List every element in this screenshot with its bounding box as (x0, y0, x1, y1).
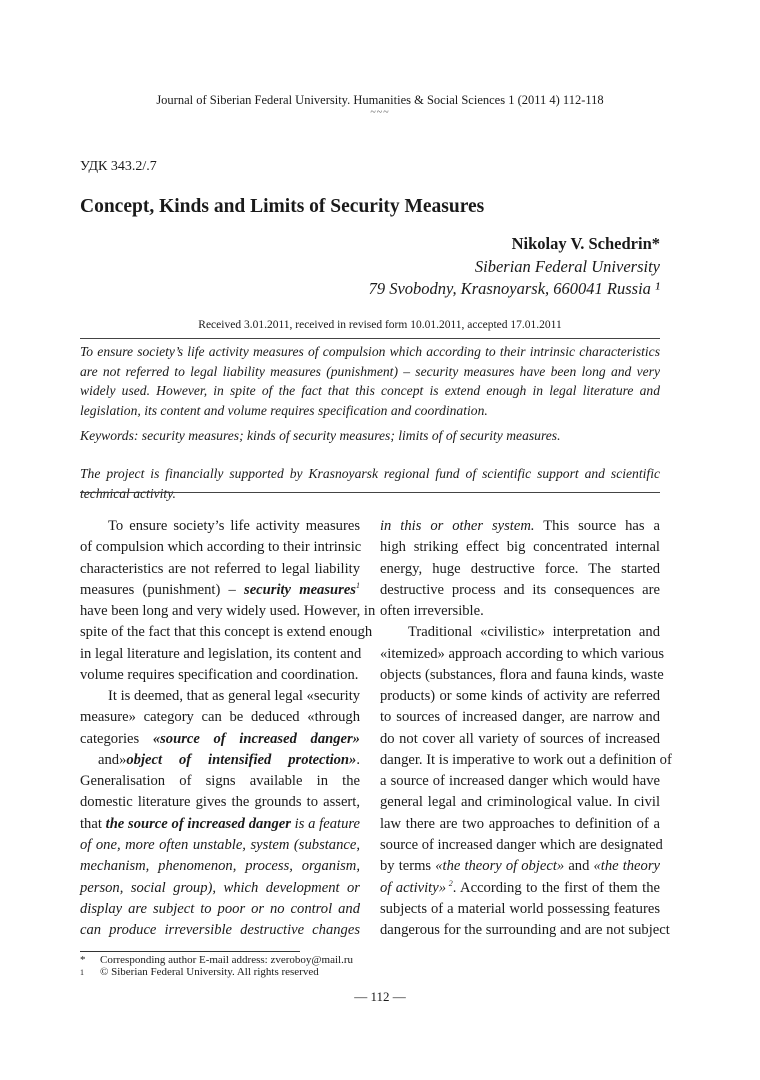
text-line (380, 665, 664, 686)
text-line (80, 644, 360, 665)
text-run: «itemized» approach according to which various (380, 645, 665, 662)
footnote-text: © Siberian Federal University. All rights reserved (100, 965, 319, 978)
text-run: This source has a (534, 518, 661, 534)
text-line (80, 920, 360, 941)
author-address: 79 Svobodny, Krasnoyarsk, 660041 Russia ¹ (368, 279, 660, 298)
text-run: by terms (380, 858, 436, 875)
text-run: to sources of increased danger, are narrow and (380, 709, 660, 726)
text-run: products) or some kinds of activity are referred (380, 688, 660, 705)
header-ornament: ~~~ (370, 107, 390, 118)
text-line (380, 622, 660, 643)
text-run: and» (98, 751, 127, 768)
text-line (80, 750, 360, 771)
text-run: of activity» (380, 879, 447, 896)
text-line (380, 792, 660, 813)
text-run: «the theory of object» (435, 858, 565, 875)
text-line (80, 686, 360, 707)
paper-title: Concept, Kinds and Limits of Security Measures (80, 196, 485, 217)
text-run: measure» category can be deduced «through (80, 709, 360, 726)
text-run: the source of increased danger (105, 815, 291, 832)
text-run: It is deemed, that as general legal «security (108, 688, 361, 705)
text-line (80, 856, 360, 877)
text-line (80, 516, 360, 537)
text-run: Generalisation of signs available in the (80, 773, 360, 790)
footnote-mark: 1 (80, 967, 84, 977)
text-run: energy, huge destructive force. The started (380, 560, 660, 577)
text-run: . (356, 751, 360, 768)
author-affiliation: Siberian Federal University (474, 256, 660, 276)
text-line (380, 814, 660, 835)
text-run: a source of increased danger which would have (380, 773, 660, 790)
text-run: do not cover all variety of sources of increased (380, 730, 660, 747)
footnote-mark: * (80, 954, 86, 966)
text-run: person, social group), which development or (80, 879, 360, 896)
text-run: categories (80, 730, 153, 747)
text-run: mechanism, phenomenon, process, organism, (80, 858, 360, 875)
udk-code: УДК 343.2/.7 (80, 159, 157, 174)
journal-header: Journal of Siberian Federal University. Humanities & Social Sciences 1 (2011 4) 112-118 (156, 93, 604, 107)
text-run: can produce irreversible destructive changes (80, 922, 360, 939)
text-run: source of increased danger which are designated (380, 836, 663, 853)
text-run: . According to the first of them the (452, 879, 661, 896)
text-run: dangerous for the surrounding and are not subject (380, 922, 670, 939)
text-line (80, 665, 360, 686)
text-line (80, 707, 360, 728)
text-run: volume requires specification and coordination. (80, 666, 359, 683)
text-line (80, 771, 360, 792)
text-run: Traditional «civilistic» interpretation and (408, 624, 660, 641)
text-run: spite of the fact that this concept is extend enough (80, 624, 373, 641)
text-line (380, 601, 660, 622)
text-run: subjects of a material world possessing features (380, 900, 660, 917)
received-dates: Received 3.01.2011, received in revised form 10.01.2011, accepted 17.01.2011 (198, 319, 562, 331)
text-line (380, 835, 663, 856)
body-column-left (80, 516, 376, 941)
text-line (380, 920, 670, 941)
text-run: danger. It is imperative to work out a definition of (380, 751, 672, 768)
footnotes (80, 955, 353, 978)
text-line (380, 771, 660, 792)
text-run: security measures (244, 581, 356, 598)
text-line (380, 644, 665, 665)
footnote-ref: 2 (446, 878, 453, 888)
text-line (380, 899, 660, 920)
footnote (80, 967, 353, 979)
page-number: — 112 — (354, 989, 406, 1004)
text-line (380, 580, 660, 601)
top-rule (80, 338, 660, 339)
text-run: have been long and very widely used. However, in (80, 603, 376, 620)
author-block (369, 233, 660, 301)
text-line (80, 878, 360, 899)
text-run: measures (punishment) – (80, 581, 245, 598)
text-run: To ensure society’s life activity measures (108, 518, 360, 534)
text-run: of one, more often unstable, system (substance, (80, 836, 360, 853)
text-line (380, 750, 672, 771)
text-run: destructive process and its consequences are (380, 581, 660, 598)
text-run: that (80, 815, 106, 832)
text-line (80, 537, 360, 558)
text-line (380, 516, 660, 537)
text-line (80, 792, 360, 813)
text-line (380, 707, 660, 728)
keywords: Keywords: security measures; kinds of security measures; limits of of security measures. (80, 428, 561, 444)
text-line (80, 559, 360, 580)
abstract-text: To ensure society’s life activity measures of compulsion which according to their intrinsic characteristics are not referred to legal liability measures (punishment) – security measures have been long and very widely used. However, in spite of the fact that this concept is extend enough in legal literature and legislation, its content and volume requires specification and coordination. (80, 344, 660, 418)
text-run: often irreversible. (380, 603, 484, 620)
body-column-right (380, 516, 672, 941)
footnote-ref: 1 (356, 580, 360, 590)
text-run: «the theory (593, 858, 660, 875)
text-run: display are subject to poor or no control and (80, 900, 360, 917)
text-run: in this or other system. (380, 518, 535, 534)
footnote-rule (80, 951, 300, 952)
text-line (380, 878, 660, 899)
text-line (380, 537, 660, 558)
abstract-block (80, 342, 660, 503)
text-run: of compulsion which according to their intrinsic (80, 539, 362, 556)
bottom-rule (80, 492, 660, 493)
author-name: Nikolay V. Schedrin* (511, 234, 660, 253)
text-line (80, 580, 360, 601)
text-line (80, 814, 360, 835)
text-run: law there are two approaches to definition of a (380, 815, 660, 832)
text-run: object of intensified protection» (126, 751, 357, 768)
footnote-text: Corresponding author E-mail address: zveroboy@mail.ru (100, 954, 353, 966)
text-run: in legal literature and legislation, its content and (80, 645, 362, 662)
text-line (80, 899, 360, 920)
text-line (380, 729, 660, 750)
text-run: high striking effect big concentrated internal (380, 539, 660, 556)
text-line (80, 729, 360, 750)
text-line (80, 622, 373, 643)
text-run: «source of increased danger» (152, 730, 360, 747)
text-run: general legal and criminological value. In civil (380, 794, 660, 811)
funding-note: The project is financially supported by Krasnoyarsk regional fund of scientific support and scientific technical activity. (80, 465, 660, 501)
text-run: domestic literature gives the grounds to assert, (80, 794, 360, 811)
text-run: objects (substances, flora and fauna kinds, waste (380, 666, 664, 683)
text-run: and (564, 858, 594, 875)
text-line (80, 835, 360, 856)
text-run: characteristics are not referred to legal liability (80, 560, 360, 577)
text-line (380, 559, 660, 580)
text-run: is a feature (290, 815, 360, 832)
text-line (380, 686, 660, 707)
text-line (80, 601, 376, 622)
text-line (380, 856, 660, 877)
